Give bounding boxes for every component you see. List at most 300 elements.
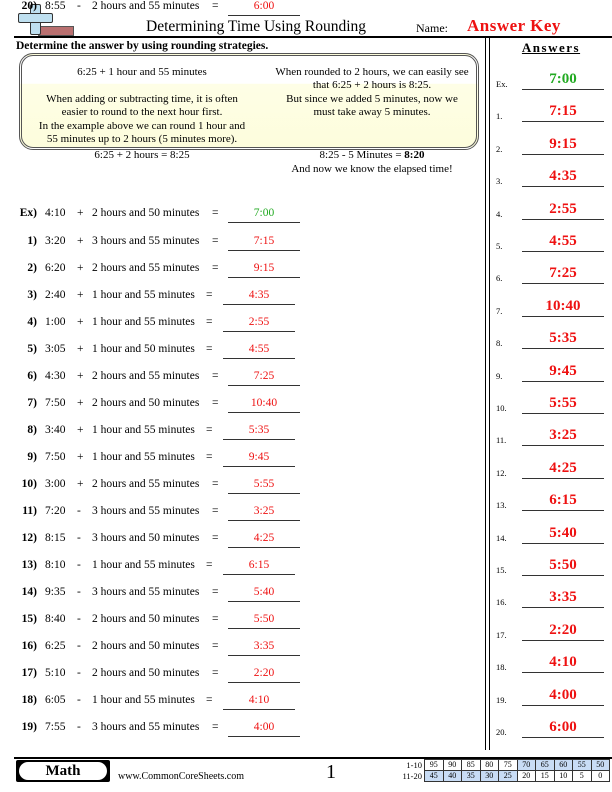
answer-value: 5:50 (253, 613, 275, 625)
answer-key-value: 4:25 (549, 459, 577, 476)
answer-field[interactable] (228, 586, 300, 602)
answer-field[interactable] (223, 451, 295, 467)
answer-key-value: 3:35 (549, 589, 577, 606)
problem-number: 8) (27, 424, 37, 436)
equals-sign: = (212, 262, 219, 274)
problem-number: 16) (21, 640, 37, 652)
answer-key-item (490, 295, 612, 317)
start-time: 4:10 (45, 207, 66, 219)
operator: + (77, 424, 84, 436)
answer-key-value: 5:35 (549, 330, 577, 347)
answer-key-field[interactable] (522, 653, 604, 673)
equals-sign: = (206, 694, 213, 706)
answer-field[interactable] (228, 0, 300, 16)
answer-key-field[interactable] (522, 264, 604, 284)
equals-sign: = (212, 721, 219, 733)
answer-key-item (490, 100, 612, 122)
page-number: 1 (326, 761, 336, 783)
equals-sign: = (212, 505, 219, 517)
answer-key-item (490, 651, 612, 673)
answer-key-field[interactable] (522, 459, 604, 479)
problem-number: 7) (27, 397, 37, 409)
problem-row (0, 505, 320, 525)
operator: + (77, 397, 84, 409)
problem-row (0, 262, 320, 282)
answer-key-label: 6. (496, 273, 503, 284)
problem-row (0, 640, 320, 660)
problem-row (0, 559, 320, 579)
equals-sign: = (206, 559, 213, 571)
score-cell: 55 (573, 760, 592, 771)
answer-key-field[interactable] (522, 297, 604, 317)
answer-key-item (490, 586, 612, 608)
answer-value: 2:55 (248, 316, 270, 328)
problem-number: 17) (21, 667, 37, 679)
example-text: must take away 5 minutes. (313, 106, 431, 118)
answer-key-field[interactable] (522, 621, 604, 641)
answer-key-label: 11. (496, 435, 507, 446)
website-link[interactable]: www.CommonCoreSheets.com (118, 771, 245, 782)
example-text: 55 minutes up to 2 hours (5 minutes more). (46, 133, 238, 145)
problem-number: 19) (21, 721, 37, 733)
score-cell: 70 (517, 760, 536, 771)
example-result-value: 8:20 (404, 149, 425, 161)
equals-sign: = (212, 0, 219, 12)
answer-key-item (490, 457, 612, 479)
problem-number: 14) (21, 586, 37, 598)
answer-field[interactable] (228, 721, 300, 737)
equals-sign: = (212, 207, 219, 219)
example-text: When adding or subtracting time, it is often (46, 93, 238, 105)
answer-key-item (490, 360, 612, 382)
equals-sign: = (212, 397, 219, 409)
answer-key-label: 5. (496, 241, 503, 251)
problem-row (0, 235, 320, 255)
problem-number: 6) (27, 370, 37, 382)
answer-key-value: 3:25 (549, 427, 577, 444)
problem-row (0, 207, 320, 227)
answer-key-field[interactable] (522, 167, 604, 187)
operator: + (77, 289, 84, 301)
start-time: 2:40 (45, 289, 66, 301)
equals-sign: = (212, 613, 219, 625)
operator: - (77, 559, 81, 571)
start-time: 3:40 (45, 424, 66, 436)
answer-field[interactable] (223, 289, 295, 305)
answer-key-value: 7:15 (549, 103, 577, 120)
problem-row (0, 289, 320, 309)
problem-row (0, 316, 320, 336)
answer-key-value: 2:55 (549, 200, 577, 217)
start-time: 6:20 (45, 262, 66, 274)
duration: 3 hours and 50 minutes (92, 532, 200, 544)
subject-badge (16, 760, 110, 782)
answer-key-value: 4:00 (549, 686, 577, 703)
start-time: 1:00 (45, 316, 66, 328)
duration: 1 hour and 55 minutes (92, 316, 195, 328)
problem-number: Ex) (19, 207, 37, 219)
answer-value: 5:35 (248, 424, 270, 436)
duration: 2 hours and 55 minutes (92, 478, 200, 490)
answer-field[interactable] (228, 667, 300, 683)
equals-sign: = (212, 370, 219, 382)
answer-field[interactable] (228, 505, 300, 521)
operator: + (77, 316, 84, 328)
answer-key-label: 2. (496, 143, 503, 154)
equals-sign: = (206, 424, 213, 436)
problem-number: 12) (21, 532, 37, 544)
answer-key-value: 2:20 (549, 621, 577, 638)
answer-key-field[interactable] (522, 556, 604, 576)
duration: 1 hour and 55 minutes (92, 559, 195, 571)
answer-key-label: Ex. (496, 79, 508, 89)
answer-field[interactable] (228, 478, 300, 494)
problem-number: 9) (27, 451, 37, 463)
answer-value: 4:35 (248, 289, 270, 301)
equals-sign: = (206, 289, 213, 301)
answer-key-item (490, 522, 612, 544)
answer-key-item (490, 133, 612, 155)
equals-sign: = (212, 667, 219, 679)
answer-key-label: 10. (496, 403, 507, 413)
operator: + (77, 235, 84, 247)
answer-field[interactable] (228, 532, 300, 548)
name-label: Name: (416, 21, 448, 35)
equals-sign: = (212, 640, 219, 652)
answer-key-label: 18. (496, 662, 507, 673)
example-text: And now we know the elapsed time! (291, 163, 453, 175)
operator: - (77, 586, 81, 598)
problem-number: 15) (21, 613, 37, 625)
answer-value: 3:25 (253, 505, 275, 517)
answer-value: 3:35 (253, 640, 275, 652)
answer-key-item (490, 392, 612, 414)
score-cell: 5 (573, 771, 592, 782)
answer-field[interactable] (228, 370, 300, 386)
answer-value: 9:15 (253, 262, 275, 274)
operator: + (77, 478, 84, 490)
answer-key-item (490, 198, 612, 220)
answer-value: 4:25 (253, 532, 275, 544)
start-time: 7:50 (45, 451, 66, 463)
problem-number: 11) (22, 505, 37, 517)
duration: 3 hours and 55 minutes (92, 235, 200, 247)
score-cell: 95 (425, 760, 444, 771)
answer-key-label: 14. (496, 532, 507, 543)
answer-field[interactable] (228, 397, 300, 413)
subject-label: Math (19, 762, 107, 780)
operator: + (77, 451, 84, 463)
duration: 3 hours and 55 minutes (92, 721, 200, 733)
example-text: that 6:25 + 2 hours is 8:25. (312, 79, 432, 91)
problem-number: 10) (21, 478, 37, 490)
score-cell: 35 (462, 771, 481, 782)
duration: 2 hours and 50 minutes (92, 640, 200, 652)
answer-key-value: 7:25 (549, 265, 577, 282)
operator: - (77, 613, 81, 625)
answer-key-label: 9. (496, 370, 503, 381)
answer-key-value: 7:00 (549, 71, 577, 87)
operator: - (77, 721, 81, 733)
score-cell: 50 (591, 760, 610, 771)
answer-value: 6:15 (248, 559, 270, 571)
name-value: Answer Key (467, 16, 561, 35)
problem-number: 4) (27, 316, 37, 328)
answer-value: 7:15 (253, 235, 275, 247)
equals-sign: = (206, 451, 213, 463)
answer-key-item (490, 489, 612, 511)
score-cell: 65 (536, 760, 555, 771)
answer-key-item (490, 165, 612, 187)
answer-key-item (490, 262, 612, 284)
score-cell: 20 (517, 771, 536, 782)
answer-value: 4:10 (248, 694, 270, 706)
operator: - (77, 505, 81, 517)
answer-key-value: 5:55 (549, 395, 577, 411)
score-cell: 90 (443, 760, 462, 771)
score-cell: 0 (591, 771, 610, 782)
score-cell: 10 (554, 771, 573, 782)
score-cell: 30 (480, 771, 499, 782)
start-time: 8:10 (45, 559, 66, 571)
answer-key-label: 19. (496, 694, 507, 705)
start-time: 7:55 (45, 721, 66, 733)
operator: - (77, 667, 81, 679)
answers-title: Answers (521, 40, 581, 55)
problem-row (0, 0, 320, 20)
operator: + (77, 262, 84, 274)
duration: 1 hour and 55 minutes (92, 451, 195, 463)
answer-key-label: 1. (496, 111, 503, 122)
duration: 2 hours and 50 minutes (92, 207, 200, 219)
answer-key-value: 9:45 (549, 362, 577, 379)
answer-field[interactable] (223, 343, 295, 359)
operator: - (77, 532, 81, 544)
problem-row (0, 451, 320, 471)
example-text: easier to round to the next hour first. (61, 106, 223, 118)
score-cell: 15 (536, 771, 555, 782)
operator: - (77, 694, 81, 706)
duration: 3 hours and 55 minutes (92, 586, 200, 598)
answer-key-item (490, 716, 612, 738)
problem-number: 2) (27, 262, 37, 274)
score-row (425, 771, 610, 782)
answer-field[interactable] (223, 316, 295, 332)
equals-sign: = (212, 478, 219, 490)
answer-field[interactable] (228, 262, 300, 278)
answer-key-field[interactable] (522, 426, 604, 446)
equals-sign: = (212, 586, 219, 598)
answer-value: 9:45 (248, 451, 270, 463)
duration: 2 hours and 50 minutes (92, 667, 200, 679)
answer-key-value: 4:10 (549, 654, 577, 671)
answer-key-field[interactable] (522, 718, 604, 738)
answer-key-item (490, 327, 612, 349)
equals-sign: = (206, 343, 213, 355)
instructions: Determine the answer by using rounding strategies. (16, 40, 269, 52)
score-cell: 75 (499, 760, 518, 771)
answer-key-field[interactable] (522, 102, 604, 122)
answer-key-label: 3. (496, 176, 503, 187)
answer-value: 5:55 (253, 478, 275, 490)
answer-key-field[interactable] (522, 232, 604, 252)
problem-number: 1) (27, 235, 37, 247)
answer-field[interactable] (228, 235, 300, 251)
start-time: 3:00 (45, 478, 66, 490)
answer-key-field[interactable] (522, 394, 604, 414)
answer-key-item (490, 619, 612, 641)
answer-key-field[interactable] (522, 686, 604, 706)
answer-field[interactable] (223, 694, 295, 710)
example-text: In the example above we can round 1 hour and (38, 120, 246, 132)
answer-key-value: 4:55 (549, 233, 577, 249)
answer-field[interactable] (223, 559, 295, 575)
problem-row (0, 694, 320, 714)
header-rule (14, 36, 612, 38)
start-time: 6:25 (45, 640, 66, 652)
answer-key-label: 15. (496, 565, 507, 575)
answer-key-value: 9:15 (549, 135, 577, 152)
answer-field[interactable] (228, 207, 300, 223)
answer-key-label: 16. (496, 597, 507, 608)
answer-field[interactable] (223, 424, 295, 440)
problem-row (0, 613, 320, 633)
problem-number: 3) (27, 289, 37, 301)
equals-sign: = (212, 532, 219, 544)
example-text: But since we added 5 minutes, now we (286, 93, 458, 105)
answer-key-field[interactable] (522, 135, 604, 155)
problem-row (0, 532, 320, 552)
score-table (424, 759, 610, 782)
duration: 2 hours and 55 minutes (92, 370, 200, 382)
start-time: 7:50 (45, 397, 66, 409)
duration: 2 hours and 50 minutes (92, 397, 200, 409)
start-time: 3:20 (45, 235, 66, 247)
answer-value: 7:25 (253, 370, 275, 382)
problem-row (0, 424, 320, 444)
answer-value: 4:55 (248, 343, 270, 355)
problem-number: 20) (21, 0, 37, 12)
answer-key-label: 12. (496, 467, 507, 478)
answer-value: 6:00 (253, 0, 275, 12)
answer-key-value: 6:00 (549, 719, 577, 735)
answer-key-field[interactable] (522, 362, 604, 382)
example-text: 6:25 + 2 hours = 8:25 (94, 149, 190, 161)
answer-key-item (490, 424, 612, 446)
answer-key-label: 20. (496, 727, 507, 737)
answer-key-field[interactable] (522, 524, 604, 544)
answer-value: 2:20 (253, 667, 275, 679)
example-box (19, 53, 479, 175)
answer-key-label: 4. (496, 208, 503, 219)
score-cell: 85 (462, 760, 481, 771)
duration: 2 hours and 55 minutes (92, 0, 200, 12)
answer-value: 7:00 (253, 207, 275, 219)
answer-key-value: 4:35 (549, 168, 577, 185)
answer-field[interactable] (228, 613, 300, 629)
answer-key-label: 13. (496, 500, 507, 511)
duration: 1 hour and 55 minutes (92, 289, 195, 301)
duration: 2 hours and 55 minutes (92, 262, 200, 274)
equals-sign: = (206, 316, 213, 328)
answer-key-value: 6:15 (549, 492, 577, 509)
answer-key-field[interactable] (522, 70, 604, 90)
start-time: 9:35 (45, 586, 66, 598)
answer-key-value: 5:40 (549, 524, 577, 541)
problem-number: 13) (21, 559, 37, 571)
duration: 1 hour and 55 minutes (92, 424, 195, 436)
answer-key-field[interactable] (522, 588, 604, 608)
answer-key-field[interactable] (522, 329, 604, 349)
score-cell: 80 (480, 760, 499, 771)
duration: 1 hour and 50 minutes (92, 343, 195, 355)
operator: + (77, 343, 84, 355)
problem-row (0, 721, 320, 741)
answer-key-label: 7. (496, 305, 503, 316)
answer-key-item (490, 230, 612, 252)
start-time: 8:40 (45, 613, 66, 625)
start-time: 8:15 (45, 532, 66, 544)
problem-row (0, 586, 320, 606)
answer-key-field[interactable] (522, 200, 604, 220)
duration: 3 hours and 55 minutes (92, 505, 200, 517)
start-time: 8:55 (45, 0, 66, 12)
problem-row (0, 667, 320, 687)
answer-key-label: 17. (496, 629, 507, 640)
example-text: When rounded to 2 hours, we can easily see (275, 66, 469, 78)
equals-sign: = (212, 235, 219, 247)
problem-number: 5) (27, 343, 37, 355)
start-time: 7:20 (45, 505, 66, 517)
score-row (425, 760, 610, 771)
score-cell: 25 (499, 771, 518, 782)
operator: + (77, 370, 84, 382)
start-time: 3:05 (45, 343, 66, 355)
answer-key-value: 10:40 (545, 297, 581, 314)
problem-row (0, 397, 320, 417)
answer-key-item (490, 684, 612, 706)
answer-value: 10:40 (250, 397, 278, 409)
score-cell: 45 (425, 771, 444, 782)
answer-key-label: 8. (496, 338, 503, 349)
operator: - (77, 0, 81, 12)
answer-key-item (490, 554, 612, 576)
start-time: 6:05 (45, 694, 66, 706)
problem-row (0, 370, 320, 390)
answer-key-value: 5:50 (549, 557, 577, 573)
page-title: Determining Time Using Rounding (146, 18, 367, 35)
operator: + (77, 207, 84, 219)
example-text: 6:25 + 1 hour and 55 minutes (77, 66, 207, 78)
operator: - (77, 640, 81, 652)
answer-value: 4:00 (253, 721, 275, 733)
answer-value: 5:40 (253, 586, 275, 598)
score-cell: 60 (554, 760, 573, 771)
answer-key-item (490, 68, 612, 90)
problem-row (0, 478, 320, 498)
score-row-labels: 1-10 11-20 (402, 760, 422, 781)
score-cell: 40 (443, 771, 462, 782)
duration: 1 hour and 55 minutes (92, 694, 195, 706)
answer-key-field[interactable] (522, 491, 604, 511)
problem-number: 18) (21, 694, 37, 706)
start-time: 4:30 (45, 370, 66, 382)
example-result: 8:25 - 5 Minutes = 8:20 (319, 149, 425, 161)
duration: 2 hours and 50 minutes (92, 613, 200, 625)
problem-row (0, 343, 320, 363)
start-time: 5:10 (45, 667, 66, 679)
answer-field[interactable] (228, 640, 300, 656)
